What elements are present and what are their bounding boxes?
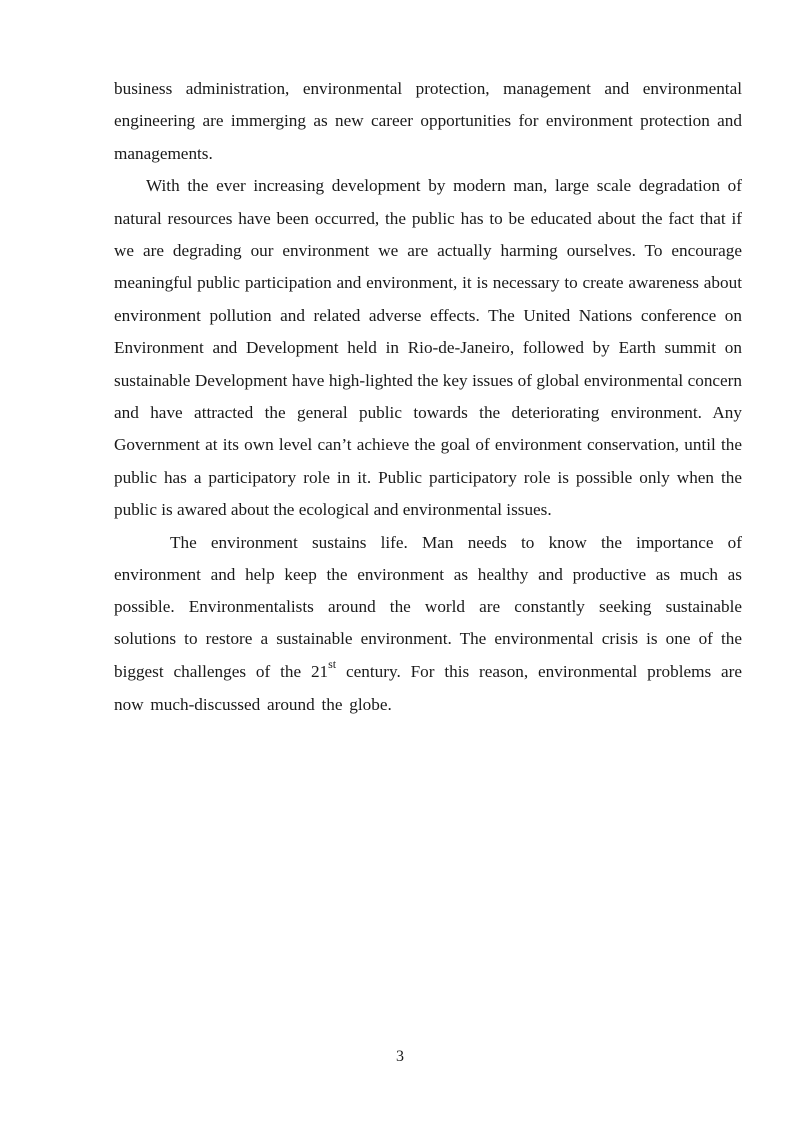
paragraph-3 — [114, 527, 742, 721]
body-text — [114, 73, 742, 721]
paragraph-1: business administration, environmental protection, management and environmental engineering are immerging as new career opportunities for environment protection and managements. — [114, 79, 742, 163]
paragraph-3-text-end: century. For this reason, environmental problems are now much-discussed around the globe. — [114, 661, 742, 714]
superscript-st: st — [328, 656, 337, 671]
paragraph-3-text: The environment sustains life. Man needs to know the importance of environment and help keep the environment as healthy and productive as much as possible. Environmentalists around the world are constantly seeking sustainable solutions to restore a sustainable environment. The environmental crisis is one of the biggest challenges of the 21 — [114, 532, 742, 681]
paragraph-2: With the ever increasing development by modern man, large scale degradation of natural resources have been occurred, the public has to be educated about the fact that if we are degrading our environment we are actually harming ourselves. To encourage meaningful public participation and environment, it is necessary to create awareness about environment pollution and related adverse effects. The United Nations conference on Environment and Development held in Rio-de-Janeiro, followed by Earth summit on sustainable Development have high-lighted the key issues of global environmental concern and have attracted the general public towards the deteriorating environment. Any Government at its own level can’t achieve the goal of environment conservation, until the public has a participatory role in it. Public participatory role is possible only when the public is awared about the ecological and environmental issues. — [114, 176, 742, 520]
page-number: 3 — [396, 1048, 404, 1065]
